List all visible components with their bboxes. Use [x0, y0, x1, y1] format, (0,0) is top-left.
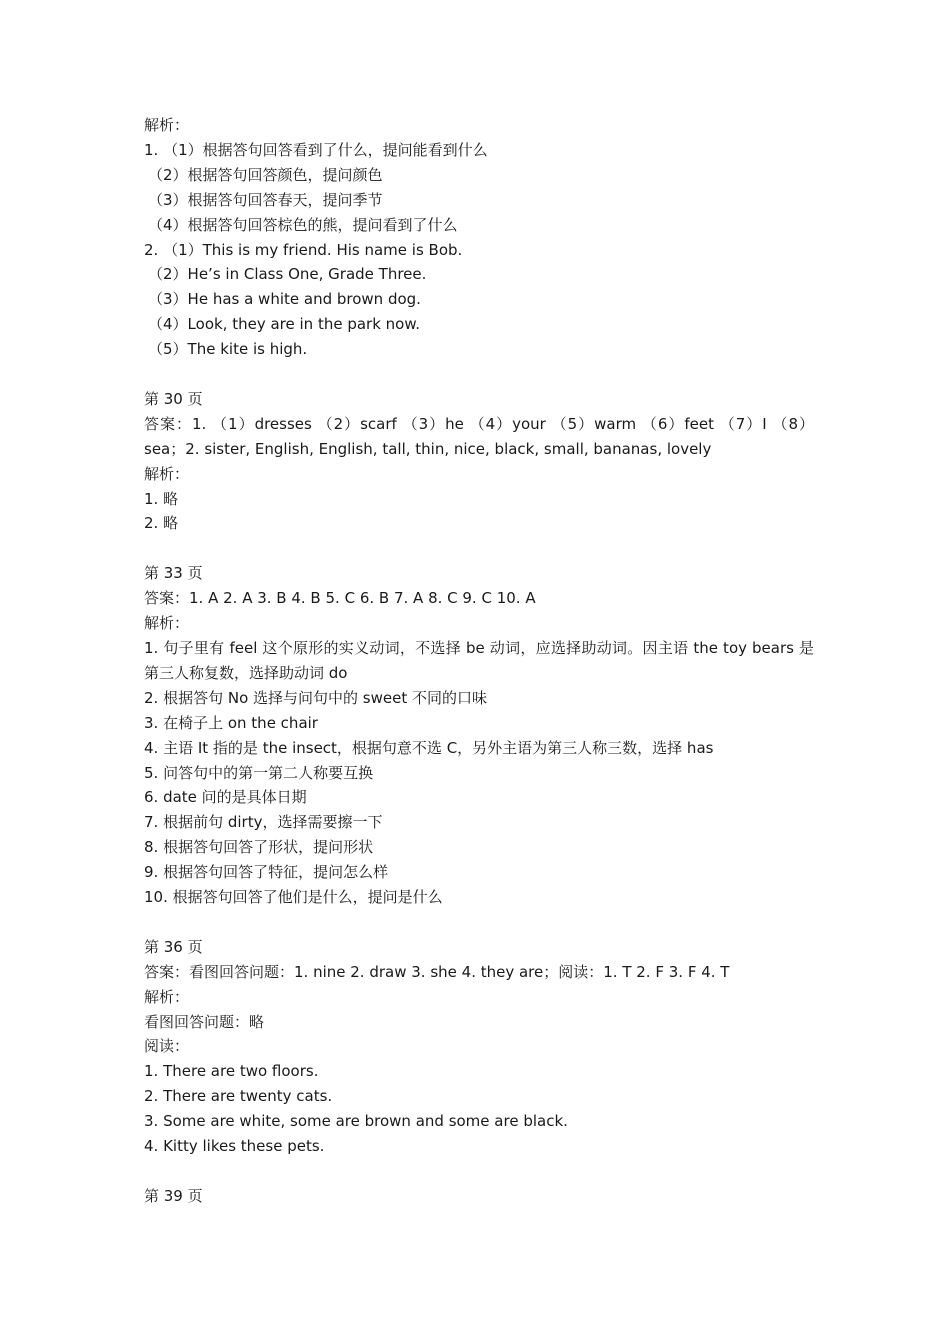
- text-line: 8. 根据答句回答了形状，提问形状: [144, 838, 374, 857]
- reading-label: 阅读：: [144, 1037, 190, 1056]
- text-line: 1. 略: [144, 489, 179, 508]
- text-line: 看图回答问题：略: [144, 1012, 265, 1031]
- text-line: 4. 主语 It 指的是 the insect，根据句意不选 C，另外主语为第三人称三数，选择 has: [144, 738, 714, 757]
- text-line: （2）He’s in Class One, Grade Three.: [148, 265, 427, 284]
- text-line: （3）He has a white and brown dog.: [148, 290, 421, 309]
- analysis-label: 解析：: [144, 987, 190, 1006]
- section-heading: 第 36 页: [144, 937, 203, 956]
- paragraph-gap: [144, 362, 814, 387]
- text-line: 9. 根据答句回答了特征，提问怎么样: [144, 863, 389, 882]
- analysis-label: 解析：: [144, 464, 190, 483]
- text-line: 1. There are two floors.: [144, 1062, 319, 1081]
- text-line: （5）The kite is high.: [148, 340, 308, 359]
- text-line: 6. date 问的是具体日期: [144, 788, 307, 807]
- text-line: 3. 在椅子上 on the chair: [144, 713, 318, 732]
- text-line: 1. 句子里有 feel 这个原形的实义动词，不选择 be 动词，应选择助动词。因主语 the toy bears 是第三人称复数，选择助动词 do: [144, 639, 814, 682]
- text-line: （4）根据答句回答棕色的熊，提问看到了什么: [148, 215, 458, 234]
- text-line: 3. Some are white, some are brown and some are black.: [144, 1112, 568, 1131]
- answer-line: 答案：1. （1）dresses （2）scarf （3）he （4）your （5）warm （6）feet （7）I （8）sea；2. sister, English, English, tall, thin, nice, black, small, bananas, lovely: [144, 414, 814, 458]
- text-line: 7. 根据前句 dirty，选择需要擦一下: [144, 813, 383, 832]
- section-heading: 第 33 页: [144, 564, 203, 583]
- analysis-label: 解析：: [144, 116, 190, 134]
- section-heading: 第 30 页: [144, 389, 203, 408]
- paragraph-gap: [144, 910, 814, 935]
- text-line: 4. Kitty likes these pets.: [144, 1137, 325, 1156]
- text-line: （3）根据答句回答春天，提问季节: [148, 190, 383, 209]
- text-line: 5. 问答句中的第一第二人称要互换: [144, 763, 374, 782]
- text-line: 2. 根据答句 No 选择与问句中的 sweet 不同的口味: [144, 688, 487, 707]
- paragraph-gap: [144, 1159, 814, 1184]
- paragraph-gap: [144, 536, 814, 561]
- text-line: 10. 根据答句回答了他们是什么，提问是什么: [144, 888, 443, 907]
- text-line: 2. There are twenty cats.: [144, 1087, 333, 1106]
- section-heading: 第 39 页: [144, 1186, 203, 1205]
- text-line: 2. 略: [144, 514, 179, 533]
- text-line: 2. （1）This is my friend. His name is Bob.: [144, 240, 463, 259]
- text-line: （2）根据答句回答颜色，提问颜色: [148, 165, 383, 184]
- analysis-label: 解析：: [144, 614, 190, 633]
- answer-line: 答案：看图回答问题：1. nine 2. draw 3. she 4. they are；阅读：1. T 2. F 3. F 4. T: [144, 962, 730, 981]
- text-line: （4）Look, they are in the park now.: [148, 315, 421, 334]
- text-line: 1. （1）根据答句回答看到了什么，提问能看到什么: [144, 140, 488, 159]
- document-page: [144, 113, 814, 1209]
- answer-line: 答案：1. A 2. A 3. B 4. B 5. C 6. B 7. A 8. C 9. C 10. A: [144, 589, 536, 608]
